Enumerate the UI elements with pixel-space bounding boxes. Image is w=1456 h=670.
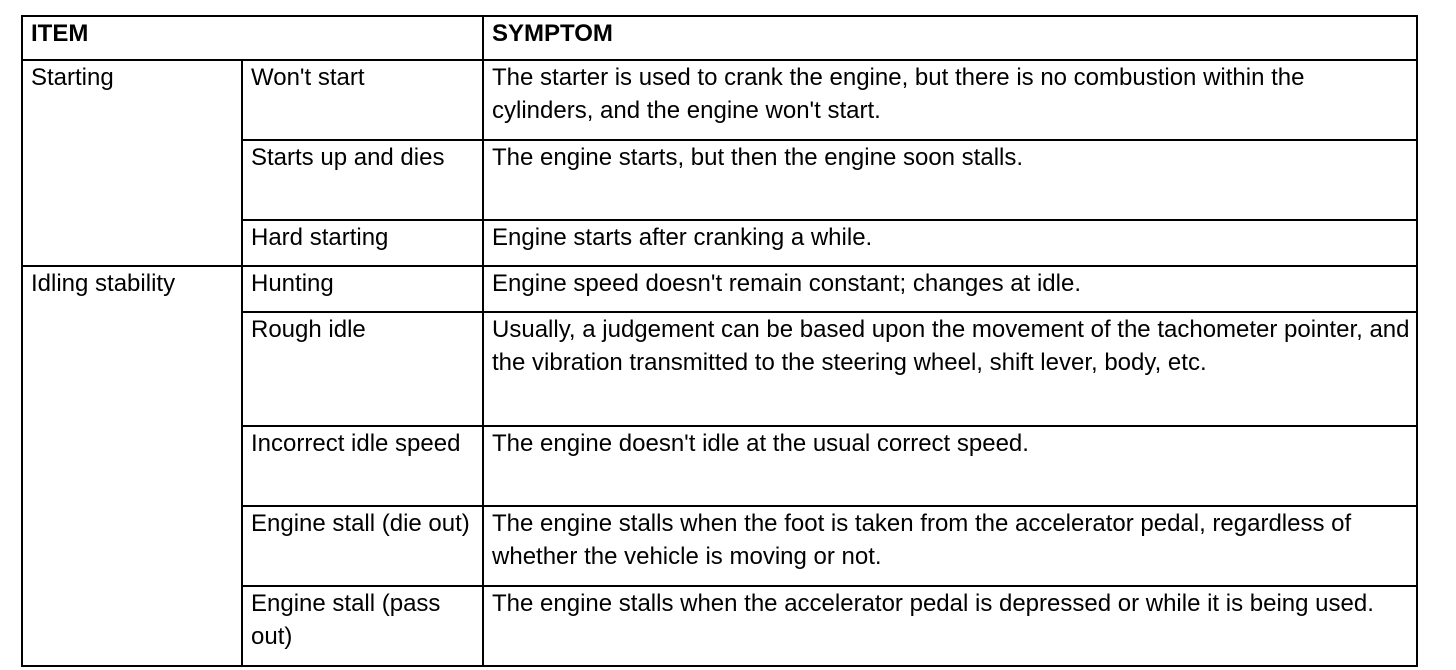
symptom-cell: The starter is used to crank the engine, but there is no combustion within the cylinders, and the engine won't start. (483, 60, 1417, 140)
item-cell: Engine stall (die out) (242, 506, 483, 586)
item-cell: Engine stall (pass out) (242, 586, 483, 666)
item-cell: Hunting (242, 266, 483, 312)
header-item: ITEM (22, 16, 483, 60)
item-cell: Starts up and dies (242, 140, 483, 220)
symptom-cell: The engine stalls when the accelerator pedal is depressed or while it is being used. (483, 586, 1417, 666)
symptom-cell: The engine stalls when the foot is taken from the accelerator pedal, regardless of whether the vehicle is moving or not. (483, 506, 1417, 586)
item-cell: Hard starting (242, 220, 483, 266)
symptom-cell: The engine doesn't idle at the usual correct speed. (483, 426, 1417, 506)
table-row (22, 266, 1417, 312)
item-cell: Rough idle (242, 312, 483, 426)
item-cell: Incorrect idle speed (242, 426, 483, 506)
symptom-cell: Engine speed doesn't remain constant; changes at idle. (483, 266, 1417, 312)
category-cell-idling-stability: Idling stability (22, 266, 242, 666)
table-row (22, 60, 1417, 140)
category-cell-starting: Starting (22, 60, 242, 266)
symptom-cell: Usually, a judgement can be based upon the movement of the tachometer pointer, and the vibration transmitted to the steering wheel, shift lever, body, etc. (483, 312, 1417, 426)
header-symptom: SYMPTOM (483, 16, 1417, 60)
symptom-cell: The engine starts, but then the engine soon stalls. (483, 140, 1417, 220)
item-cell: Won't start (242, 60, 483, 140)
symptom-cell: Engine starts after cranking a while. (483, 220, 1417, 266)
header-row (22, 16, 1417, 60)
symptom-table (21, 15, 1418, 667)
